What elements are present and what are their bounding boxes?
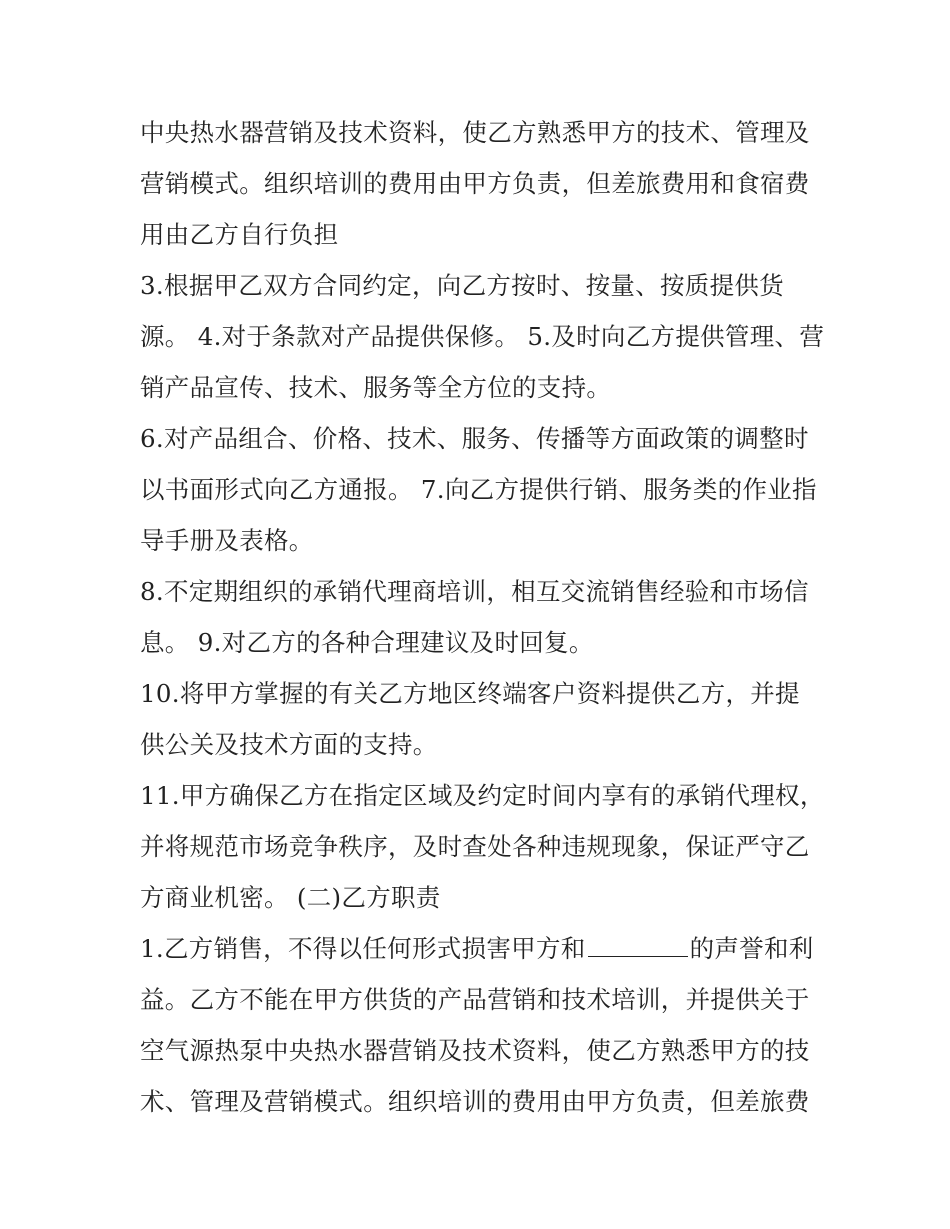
text-line: 以书面形式向乙方通报。 7.向乙方提供行销、服务类的作业指 [140,475,817,504]
text-line: 销产品宣传、技术、服务等全方位的支持。 [140,373,612,402]
document-body [140,107,825,1127]
text-line: 10.将甲方掌握的有关乙方地区终端客户资料提供乙方，并提 [140,679,800,708]
text-line: 空气源热泵中央热水器营销及技术资料，使乙方熟悉甲方的技 [140,1036,810,1065]
text-line: 营销模式。组织培训的费用由甲方负责，但差旅费用和食宿费 [140,169,810,198]
text-line: 6.对产品组合、价格、技术、服务、传播等方面政策的调整时 [140,424,809,453]
text-line: 方商业机密。 (二)乙方职责 [140,883,441,912]
text-line: 并将规范市场竞争秩序，及时查处各种违规现象，保证严守乙 [140,832,810,861]
text-line: 用由乙方自行负担 [140,220,339,249]
text-line: 息。 9.对乙方的各种合理建议及时回复。 [140,628,594,657]
text-line: 导手册及表格。 [140,526,314,555]
text-line-with-blank [140,923,820,974]
text-line: 中央热水器营销及技术资料，使乙方熟悉甲方的技术、管理及 [140,118,810,147]
blank-line-before: 1.乙方销售，不得以任何形式损害甲方和 [140,934,586,963]
text-line: 源。 4.对于条款对产品提供保修。 5.及时向乙方提供管理、营 [140,322,825,351]
text-line: 11.甲方确保乙方在指定区域及约定时间内享有的承销代理权， [140,781,825,810]
text-line: 3.根据甲乙双方合同约定，向乙方按时、按量、按质提供货 [140,271,784,300]
blank-line-after: 的声誉和利 [689,934,814,963]
fill-in-blank [588,926,688,957]
text-line: 供公关及技术方面的支持。 [140,730,438,759]
text-line: 术、管理及营销模式。组织培训的费用由甲方负责，但差旅费 [140,1087,810,1116]
text-line: 8.不定期组织的承销代理商培训，相互交流销售经验和市场信 [140,577,809,606]
text-line: 益。乙方不能在甲方供货的产品营销和技术培训，并提供关于 [140,985,810,1014]
